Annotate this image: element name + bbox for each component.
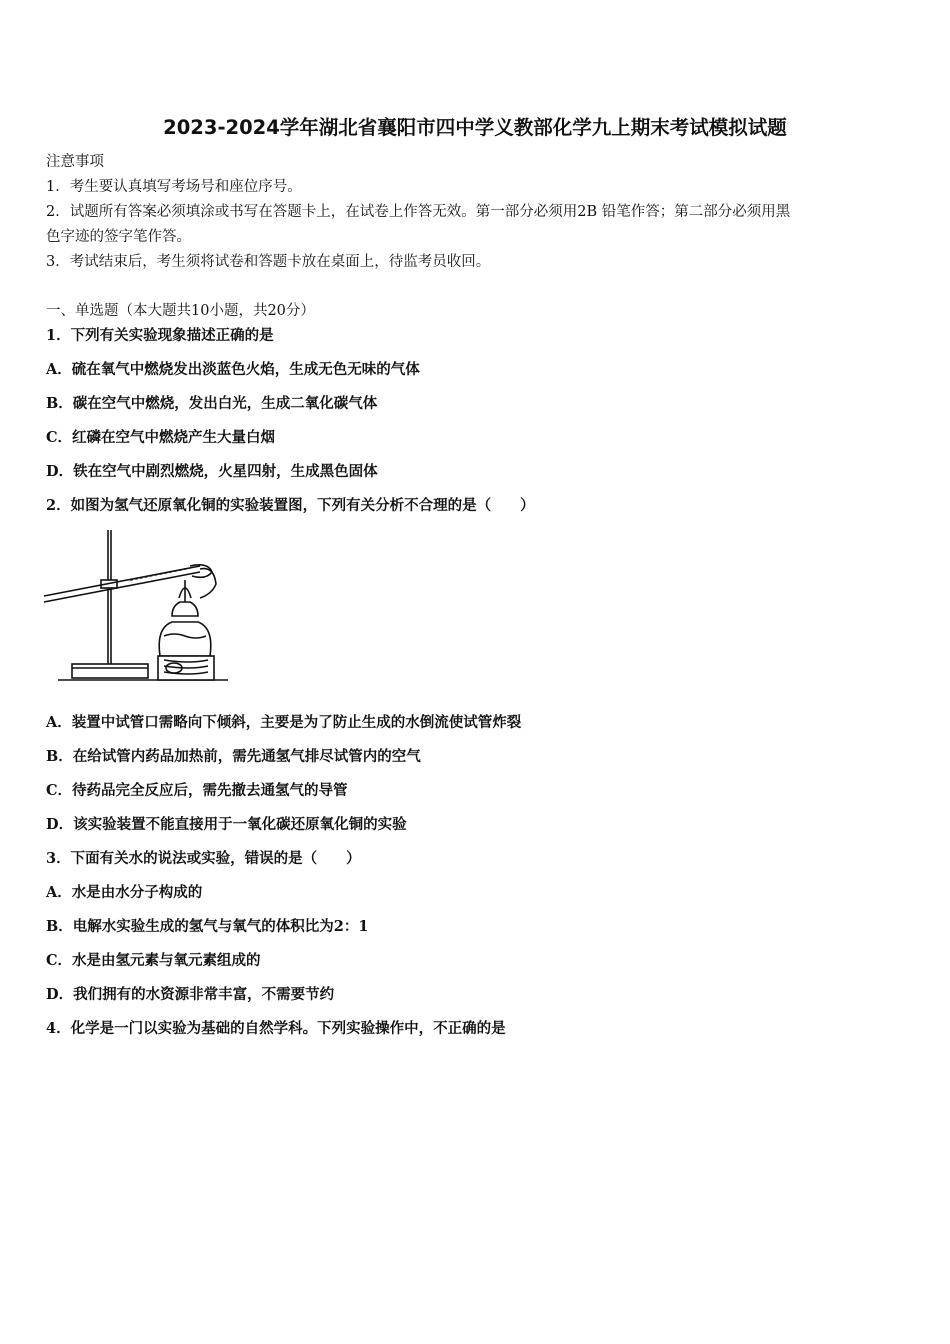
notice-item: 色字迹的签字笔作答。 [46,229,191,245]
hydrogen-reduction-apparatus-figure [40,528,240,688]
option-b: B．碳在空气中燃烧，发出白光，生成二氧化碳气体 [46,395,378,412]
question-stem: 1．下列有关实验现象描述正确的是 [46,327,274,344]
notice-heading: 注意事项 [46,154,104,170]
option-a: A．硫在氧气中燃烧发出淡蓝色火焰，生成无色无味的气体 [46,361,420,378]
question-stem: 2．如图为氢气还原氧化铜的实验装置图，下列有关分析不合理的是（ ） [46,497,535,514]
option-b: B．在给试管内药品加热前，需先通氢气排尽试管内的空气 [46,748,421,765]
section-heading: 一、单选题（本大题共10小题，共20分） [46,303,315,319]
page-title: 2023-2024学年湖北省襄阳市四中学义教部化学九上期末考试模拟试题 [163,116,787,139]
option-a: A．装置中试管口需略向下倾斜，主要是为了防止生成的水倒流使试管炸裂 [46,714,522,731]
notice-item: 2．试题所有答案必须填涂或书写在答题卡上，在试卷上作答无效。第一部分必须用2B 铅笔作答；第二部分必须用黑 [46,204,791,220]
option-c: C．红磷在空气中燃烧产生大量白烟 [46,429,276,446]
option-c: C．水是由氢元素与氧元素组成的 [46,952,261,969]
option-d: D．我们拥有的水资源非常丰富，不需要节约 [46,986,335,1003]
option-c: C．待药品完全反应后，需先撤去通氢气的导管 [46,782,348,799]
option-b: B．电解水实验生成的氢气与氧气的体积比为2：1 [46,918,369,935]
option-d: D．该实验装置不能直接用于一氧化碳还原氧化铜的实验 [46,816,407,833]
question-stem: 3．下面有关水的说法或实验，错误的是（ ） [46,850,361,867]
option-d: D．铁在空气中剧烈燃烧，火星四射，生成黑色固体 [46,463,378,480]
notice-item: 1．考生要认真填写考场号和座位序号。 [46,179,302,195]
question-stem: 4．化学是一门以实验为基础的自然学科。下列实验操作中，不正确的是 [46,1020,506,1037]
option-a: A．水是由水分子构成的 [46,884,203,901]
notice-item: 3．考试结束后，考生须将试卷和答题卡放在桌面上，待监考员收回。 [46,254,491,270]
